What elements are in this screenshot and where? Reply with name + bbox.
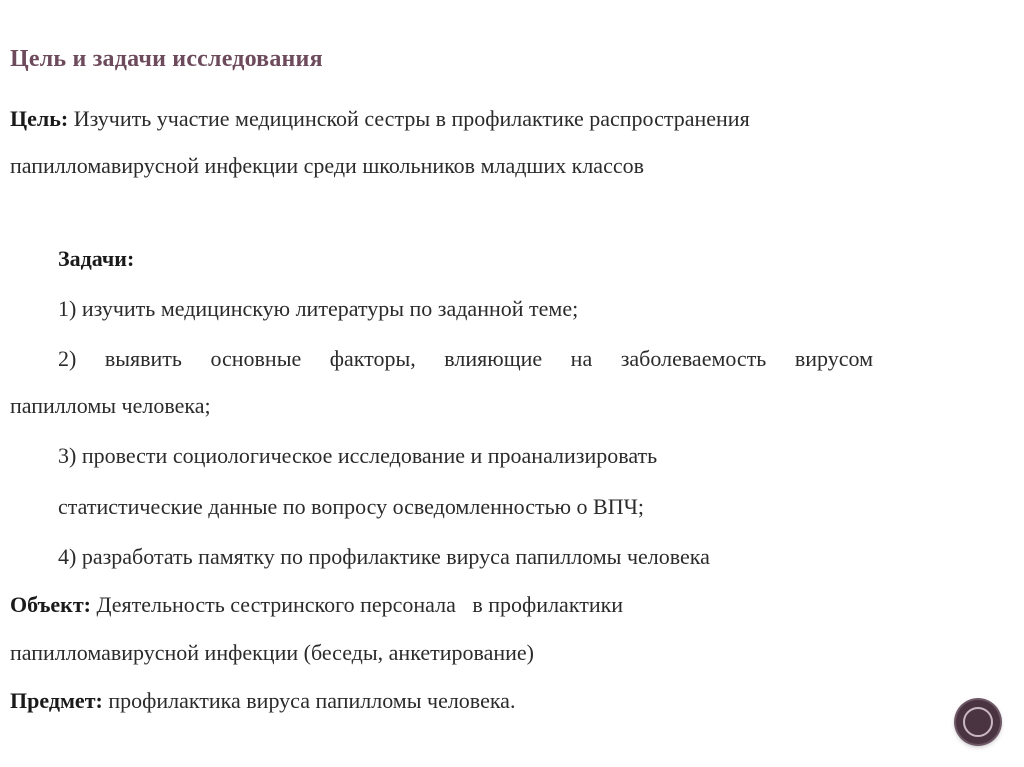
- object-line-1: [10, 592, 623, 618]
- goal-text-2: папилломавирусной инфекции среди школьников младших классов: [10, 153, 644, 178]
- task-3-line-1: 3) провести социологическое исследование и проанализировать: [58, 443, 658, 468]
- goal-label: Цель:: [10, 106, 69, 131]
- tasks-heading: [58, 246, 134, 272]
- subject-text: профилактика вируса папилломы человека.: [102, 688, 516, 713]
- object-line-2: папилломавирусной инфекции (беседы, анкетирование): [10, 640, 534, 665]
- tasks-label: Задачи:: [58, 246, 135, 271]
- object-label: Объект:: [10, 592, 91, 617]
- slide-title: Цель и задачи исследования: [10, 46, 323, 72]
- task-2-text-1: 2) выявить основные факторы, влияющие на заболеваемость вирусом: [58, 346, 873, 371]
- object-text-1: Деятельность сестринского персонала в профилактики: [90, 592, 624, 617]
- task-2-line-1: [58, 346, 873, 372]
- subject-line: [10, 688, 515, 714]
- subject-label: Предмет:: [10, 688, 103, 713]
- task-1: 1) изучить медицинскую литературы по заданной теме;: [58, 296, 579, 321]
- task-2-line-2: папилломы человека;: [10, 393, 211, 418]
- task-4: 4) разработать памятку по профилактике вируса папилломы человека: [58, 544, 710, 569]
- task-3-line-2: статистические данные по вопросу осведомленностью о ВПЧ;: [58, 494, 645, 519]
- slide-nav-circle-icon[interactable]: [956, 700, 1000, 744]
- goal-line-1: [10, 106, 750, 132]
- goal-text-1: Изучить участие медицинской сестры в профилактике распространения: [68, 106, 750, 131]
